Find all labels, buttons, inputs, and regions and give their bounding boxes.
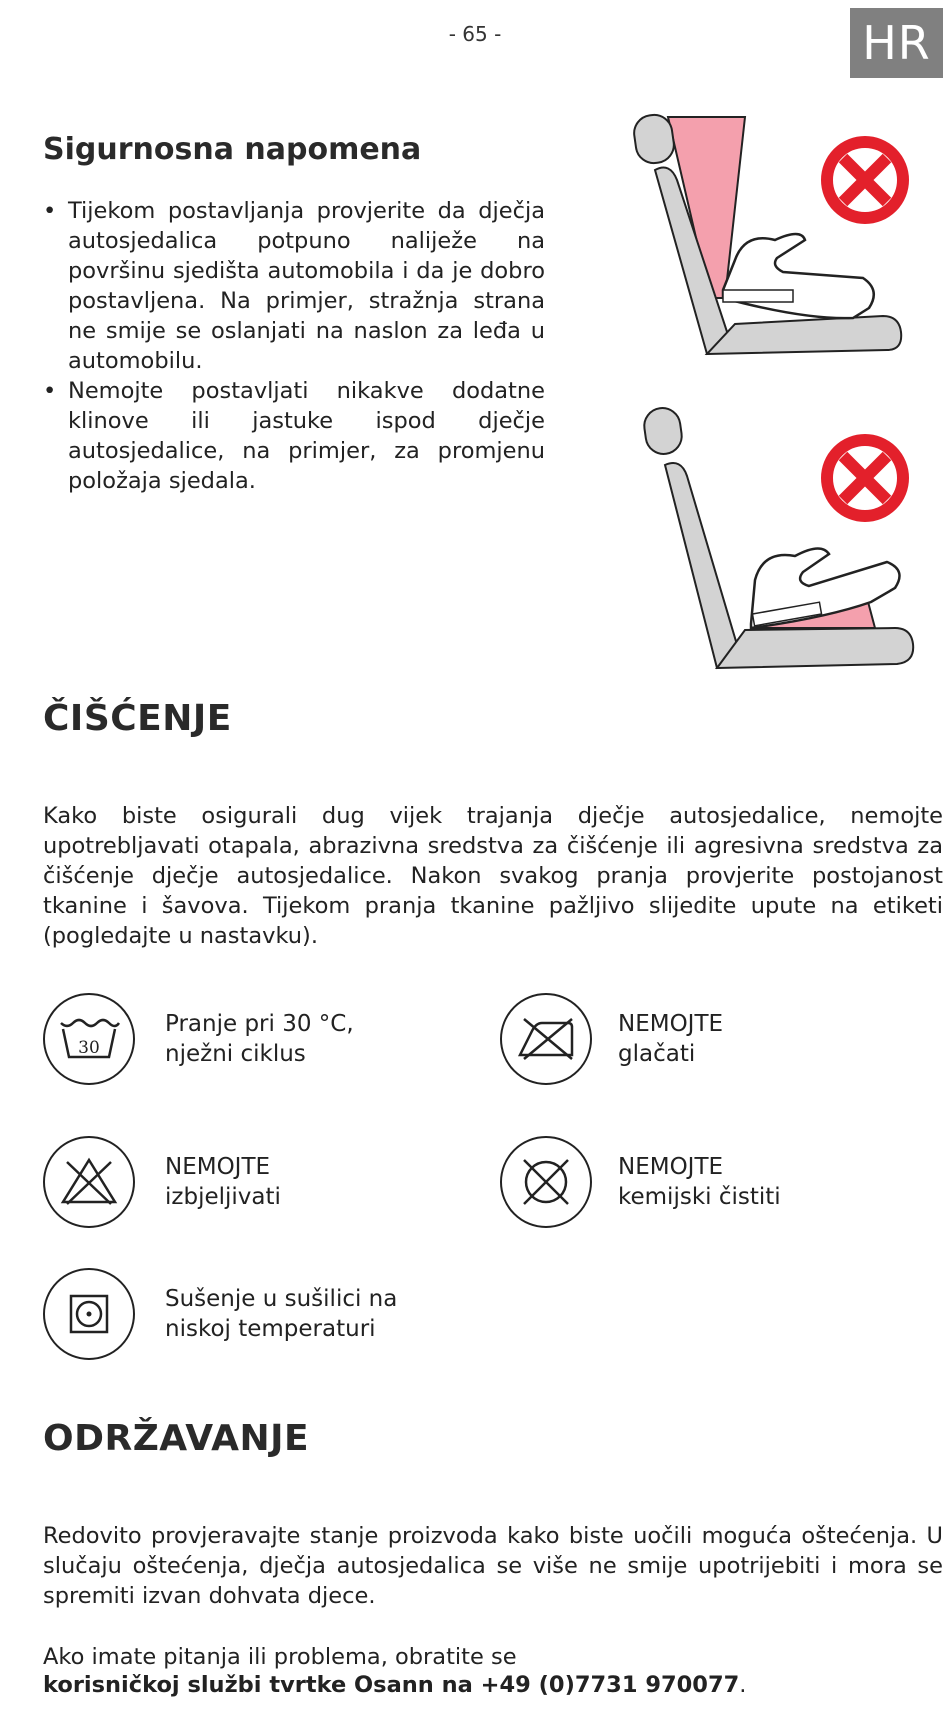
isofix-connector (723, 290, 793, 302)
safety-title: Sigurnosna napomena (43, 132, 422, 167)
tumble-dry-low-icon (43, 1268, 135, 1360)
safety-bullet: • Tijekom postavljanja provjerite da dječja autosjedalica potpuno naliježe na površinu sjedišta automobila i da je dobro postavljena. Na primjer, stražnja strana ne smije se oslanjati na naslon za leđa u automobilu. (43, 196, 545, 376)
safety-bullet: • Nemojte postavljati nikakve dodatne klinove ili jastuke ispod dječje autosjedalice, na primjer, za promjenu položaja sjedala. (43, 376, 545, 496)
care-label-line: NEMOJTE (618, 1154, 724, 1180)
language-badge: HR (850, 8, 943, 78)
care-label-line: nježni ciklus (165, 1041, 306, 1067)
no-bleach-icon (43, 1136, 135, 1228)
care-item-no-bleach (43, 1136, 463, 1231)
care-item-wash-30 (43, 993, 463, 1088)
care-label-line: niskoj temperaturi (165, 1316, 376, 1342)
care-label-line: NEMOJTE (165, 1154, 271, 1180)
wash-temperature: 30 (78, 1038, 100, 1058)
safety-bullet-list (43, 196, 545, 496)
care-label-line: glačati (618, 1041, 696, 1067)
seat-backrest (665, 463, 743, 668)
prohibition-icon (827, 440, 903, 516)
contact-details: korisničkoj službi tvrtke Osann na +49 (0)7731 970077 (43, 1672, 740, 1698)
cleaning-paragraph: Kako biste osigurali dug vijek trajanja dječje autosjedalice, nemojte upotrebljavati otapala, abrazivna sredstva za čišćenje ili agresivna sredstva za čišćenje dječje autosjedalice. Nakon svakog pranja provjerite postojanost tkanine i šavova. Tijekom pranja tkanine pažljivo slijedite upute na etiketi (pogledajte u nastavku). (43, 803, 943, 949)
care-label-line: NEMOJTE (618, 1011, 724, 1037)
care-label-line: kemijski čistiti (618, 1184, 781, 1210)
headrest (642, 406, 684, 457)
contact-line (43, 1671, 943, 1699)
cleaning-title: ČIŠĆENJE (43, 698, 232, 739)
care-item-no-dry-clean (500, 1136, 920, 1231)
contact-intro: Ako imate pitanja ili problema, obratite se (43, 1644, 517, 1670)
care-item-tumble-dry-low (43, 1268, 463, 1363)
page-number: - 65 - (448, 22, 502, 46)
seat-cushion (717, 628, 913, 668)
no-iron-icon (500, 993, 592, 1085)
care-label-line: Sušenje u sušilici na (165, 1286, 398, 1312)
incorrect-installation-illustration (625, 110, 945, 670)
care-label-line: Pranje pri 30 °C, (165, 1011, 354, 1037)
care-item-no-iron (500, 993, 920, 1088)
maintenance-title: ODRŽAVANJE (43, 1418, 310, 1459)
wash-30-icon (43, 993, 135, 1085)
contact-period: . (739, 1672, 747, 1698)
no-dry-clean-icon (500, 1136, 592, 1228)
prohibition-icon (827, 142, 903, 218)
maintenance-paragraph: Redovito provjeravajte stanje proizvoda kako biste uočili moguća oštećenja. U slučaju oštećenja, dječja autosjedalica se više ne smije upotrijebiti i mora se spremiti izvan dohvata djece. (43, 1523, 943, 1609)
seat-cushion (707, 316, 901, 354)
care-label-line: izbjeljivati (165, 1184, 281, 1210)
booster-seat (723, 234, 874, 318)
